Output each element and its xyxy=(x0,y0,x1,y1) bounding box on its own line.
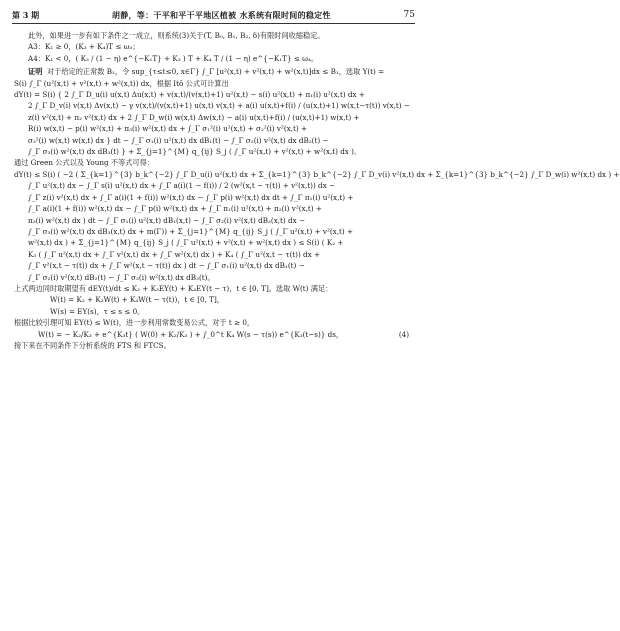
equation-line: ∫_Γ a(i)(1 + f(i)) w²(x,t) dx − ∫_Γ p(i) w²(x,t) dx + ∫_Γ π₁(i) u²(x,t) + π₂(i) v²(x,t) + xyxy=(28,204,322,214)
equation-4 xyxy=(14,329,415,340)
proof-label: 证明 xyxy=(28,67,43,77)
running-header xyxy=(12,8,415,22)
text-line: 上式两边同时取期望有 dEY(t)/dt ≤ K₂ + K₃EY(t) + K₄EY(t − τ)，t ∈ [0, T]。选取 W(t) 满足： xyxy=(14,283,333,293)
condition-a4: A4：K₁ < 0，( K₃ / (1 − η) e^{−K₁T} + K₃ ) T + K₄ T / (1 − η) e^{−K₁T} ≤ ω₄。 xyxy=(28,53,319,63)
text-line: S(i) ∫_Γ (u²(x,t) + v²(x,t) + w²(x,t)) dx，根据 Itô 公式可计算出 xyxy=(14,78,229,88)
equation-line: w²(x,t) dx ) + Σ_{j=1}^{M} q_{ij} S_j ( ∫_Γ u²(x,t) + v²(x,t) + w²(x,t) dx ) ≤ S(i) ( K₂ + xyxy=(28,238,344,248)
running-title: 胡静，等：干平和平干平地区植被 水系统有限时间的稳定性 xyxy=(111,9,331,20)
equation-line: σ₃²(i) w(x,t) w(x,t) dx } dt − ∫_Γ σ₁(i) u²(x,t) dx dB₁(t) − ∫_Γ σ₂(i) v²(x,t) dx dB₂(t) − xyxy=(28,135,329,145)
equation-line: R(i) w(x,t) − p(i) w²(x,t) + π₃(i) w²(x,t) dx + ∫_Γ σ₁²(i) u²(x,t) + σ₂²(i) v²(x,t) + xyxy=(28,124,307,134)
proof-text: 对于给定的正常数 B₁，令 sup_{τ≤t≤0, x∈Γ} ∫_Γ [u²(x,t) + v²(x,t) + w²(x,t)]dx ≤ B₁，选取 Y(t) = xyxy=(46,67,385,77)
equation-line: ∫_Γ σ₂(i) v²(x,t) dB₂(t) − ∫_Γ σ₃(i) w²(x,t) dx dB₃(t)。 xyxy=(28,272,215,282)
equation-line: 2 ∫_Γ D_v(i) v(x,t) Δv(x,t) − γ v(x,t)/(v(x,t)+1) u(x,t) v(x,t) + a(i) u(x,t)+f(i) / (u(x,t)+1) w(x,t−τ(t)) v(x,t) − xyxy=(28,101,410,111)
text-line: 此外，如果进一步有如下条件之一成立，则系统(3)关于(T, B₀, B₁, B₂, δ)有限时间收缩稳定。 xyxy=(28,31,325,40)
text-line: 通过 Green 公式以及 Young 不等式可得： xyxy=(14,158,155,168)
equation-line: K₃ ( ∫_Γ u²(x,t) dx + ∫_Γ v²(x,t) dx + ∫_Γ w²(x,t) dx ) + K₄ ( ∫_Γ u²(x,t − τ(t)) dx + xyxy=(28,249,321,259)
equation-line: dY(t) ≤ S(i) ( −2 ( Σ_{k=1}^{3} b_k^{−2} ∫_Γ D_u(i) u²(x,t) dx + Σ_{k=1}^{3} b_k^{−2} ∫_Γ D_v(i) v²(x,t) dx + Σ_{k=1}^{3} b_k^{−2} ∫_Γ D_w(i) w²(x,t) dx ) + xyxy=(14,169,620,179)
equation-line: ∫_Γ u²(x,t) dx − ∫_Γ s(i) u²(x,t) dx + ∫_Γ a(i)(1 − f(i)) / 2 (w²(x,t − τ(t)) + v²(x,t)) dx − xyxy=(28,181,335,191)
system-line-2: W(s) = EY(s)，τ ≤ s ≤ 0。 xyxy=(50,306,145,316)
header-rule xyxy=(12,23,415,24)
text-line: 接下来在不同条件下分析系统的 FTS 和 FTCS。 xyxy=(14,340,171,350)
body-text xyxy=(14,30,620,625)
proof-line xyxy=(14,66,415,77)
equation-line: ∫_Γ σ₃(i) w²(x,t) dx dB₃(x,t) dx + m(Γ)) + Σ_{j=1}^{M} q_{ij} S_j ( ∫_Γ u²(x,t) + v²(x,t) + xyxy=(28,226,353,236)
equation-line: ∫_Γ σ₃(i) w²(x,t) dx dB₃(t) } + Σ_{j=1}^{M} q_{ij} S_j ( ∫_Γ u²(x,t) + v²(x,t) + w²(x,t) dx )。 xyxy=(28,147,362,157)
page-number: 75 xyxy=(403,10,415,20)
system-line-1: W(t) = K₂ + K₃W(t) + K₄W(t − τ(t))，t ∈ [0, T]， xyxy=(50,295,224,305)
equation-line: W(t) = − K₂/K₃ + e^{K₃t} ( W(0) + K₂/K₃ ) + ∫_0^t K₄ W(s − τ(s)) e^{K₃(t−s)} ds， xyxy=(38,329,344,339)
equation-line: ∫_Γ v²(x,t − τ(t)) dx + ∫_Γ w²(x,t − τ(t)) dx ) dt − ∫_Γ σ₁(i) u²(x,t) dx dB₁(t) − xyxy=(28,261,305,271)
equation-line: z(i) v²(x,t) + π₂ v²(x,t) dx + 2 ∫_Γ D_w(i) w(x,t) Δw(x,t) − a(i) u(x,t)+f(i) / (u(x,t)+1) w(x,t) + xyxy=(28,112,360,122)
equation-number: (4) xyxy=(398,329,409,339)
equation-line: dY(t) = S(i) { 2 ∫_Γ D_u(i) u(x,t) Δu(x,t) + v(x,t)/(v(x,t)+1) u²(x,t) − s(i) u²(x,t) + π₁(i) u²(x,t) dx + xyxy=(14,90,365,100)
text-line: 根据比较引理可知 EY(t) ≤ W(t)，进一步利用常数变易公式，对于 t ≥ 0， xyxy=(14,318,255,328)
issue-label: 第 3 期 xyxy=(12,9,40,20)
condition-a3: A3：K₁ ≥ 0，(K₃ + K₄)T ≤ ω₃； xyxy=(28,42,140,52)
equation-line: ∫_Γ z(i) v²(x,t) dx + ∫_Γ a(i)(1 + f(i)) w²(x,t) dx − ∫_Γ p(i) w²(x,t) dx dt + ∫_Γ π₁(i) u²(x,t) + xyxy=(28,192,354,202)
equation-line: π₃(i) w²(x,t) dx ) dt − ∫_Γ σ₁(i) u²(x,t) dB₁(x,t) − ∫_Γ σ₂(i) v²(x,t) dB₂(x,t) dx − xyxy=(28,215,305,225)
